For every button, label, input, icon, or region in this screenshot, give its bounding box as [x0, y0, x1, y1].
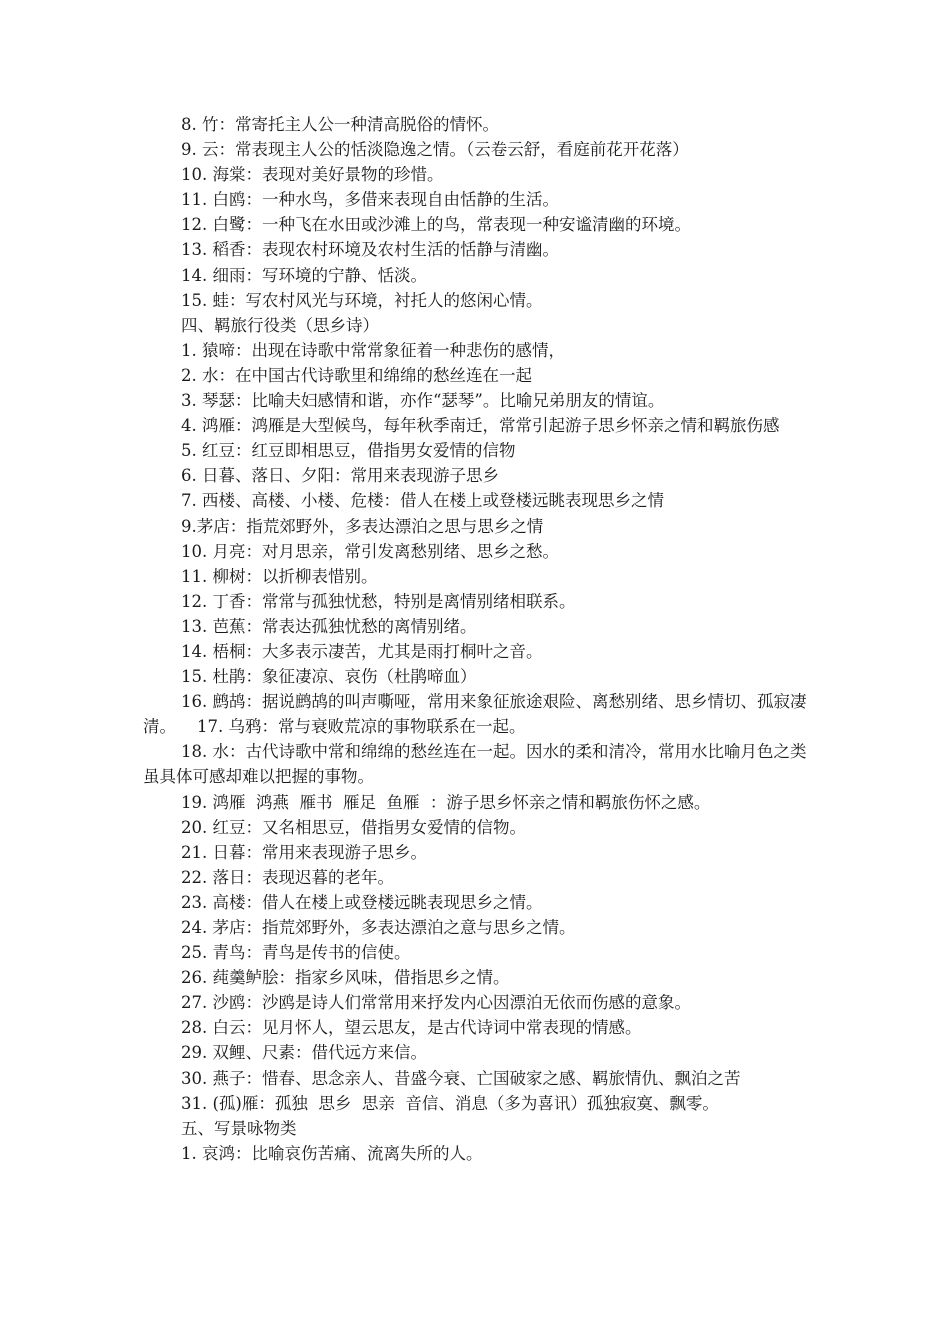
text-line: 11. 白鸥：一种水鸟，多借来表现自由恬静的生活。 [181, 190, 559, 210]
text-line: 16. 鹧鸪：据说鹧鸪的叫声嘶哑，常用来象征旅途艰险、离愁别绪、思乡情切、孤寂凄清。 17. 乌鸦：常与衰败荒凉的事物联系在一起。 [143, 692, 807, 737]
text-line: 14. 细雨：写环境的宁静、恬淡。 [181, 265, 427, 285]
text-line: 9.茅店：指荒郊野外，多表达漂泊之思与思乡之情 [181, 516, 544, 536]
text-line: 23. 高楼：借人在楼上或登楼远眺表现思乡之情。 [181, 892, 543, 912]
text-line: 14. 梧桐：大多表示凄苦，尤其是雨打桐叶之音。 [181, 641, 543, 661]
text-line: 25. 青鸟：青鸟是传书的信使。 [181, 943, 411, 963]
text-line: 1. 哀鸿：比喻哀伤苦痛、流离失所的人。 [181, 1143, 483, 1163]
text-line: 28. 白云：见月怀人，望云思友，是古代诗词中常表现的情感。 [181, 1018, 642, 1038]
text-line: 19. 鸿雁 鸿燕 雁书 雁足 鱼雁 ：游子思乡怀亲之情和羁旅伤怀之感。 [181, 792, 711, 812]
text-line: 11. 柳树：以折柳表惜别。 [181, 566, 378, 586]
text-line: 24. 茅店：指荒郊野外，多表达漂泊之意与思乡之情。 [181, 918, 576, 937]
text-line: 1. 猿啼：出现在诗歌中常常象征着一种悲伤的感情， [181, 340, 565, 360]
text-line: 29. 双鲤、尺素：借代远方来信。 [181, 1043, 427, 1063]
text-line: 3. 琴瑟：比喻夫妇感情和谐，亦作“瑟琴”。比喻兄弟朋友的情谊。 [181, 391, 665, 411]
document-body [143, 112, 815, 1166]
text-line: 27. 沙鸥：沙鸥是诗人们常常用来抒发内心因漂泊无依而伤感的意象。 [181, 993, 691, 1013]
text-line: 18. 水：古代诗歌中常和绵绵的愁丝连在一起。因水的柔和清冷，常用水比喻月色之类虽具体可感却难以把握的事物。 [143, 742, 807, 787]
text-line: 9. 云：常表现主人公的恬淡隐逸之情。（云卷云舒，看庭前花开花落） [181, 140, 689, 160]
text-line: 10. 海棠：表现对美好景物的珍惜。 [181, 165, 444, 185]
text-line: 20. 红豆：又名相思豆，借指男女爱情的信物。 [181, 817, 526, 837]
text-line: 12. 丁香：常常与孤独忧愁，特别是离情别绪相联系。 [181, 591, 576, 611]
section-heading: 五、写景咏物类 [181, 1118, 297, 1138]
text-line: 7. 西楼、高楼、小楼、危楼：借人在楼上或登楼远眺表现思乡之情 [181, 491, 664, 511]
text-line: 2. 水：在中国古代诗歌里和绵绵的愁丝连在一起 [181, 365, 532, 385]
text-line: 21. 日暮：常用来表现游子思乡。 [181, 842, 427, 862]
section-heading: 四、羁旅行役类（思乡诗） [181, 315, 379, 335]
text-line: 15. 蛙：写农村风光与环境，衬托人的悠闲心情。 [181, 290, 543, 310]
text-line: 10. 月亮：对月思亲，常引发离愁别绪、思乡之愁。 [181, 541, 559, 561]
text-line: 12. 白鹭：一种飞在水田或沙滩上的鸟，常表现一种安谧清幽的环境。 [181, 215, 691, 235]
text-line: 26. 莼羹鲈脍：指家乡风味，借指思乡之情。 [181, 968, 510, 988]
text-line: 4. 鸿雁：鸿雁是大型候鸟，每年秋季南迁，常常引起游子思乡怀亲之情和羁旅伤感 [181, 416, 780, 436]
text-line: 13. 稻香：表现农村环境及农村生活的恬静与清幽。 [181, 240, 559, 260]
text-line: 30. 燕子：惜春、思念亲人、昔盛今衰、亡国破家之感、羁旅情仇、飘泊之苦 [181, 1068, 741, 1088]
text-line: 31. (孤)雁：孤独 思乡 思亲 音信、消息（多为喜讯）孤独寂寞、飘零。 [181, 1093, 719, 1113]
text-line: 15. 杜鹃：象征凄凉、哀伤（杜鹃啼血） [181, 667, 477, 687]
text-line: 6. 日暮、落日、夕阳：常用来表现游子思乡 [181, 466, 499, 486]
text-line: 8. 竹：常寄托主人公一种清高脱俗的情怀。 [181, 115, 499, 134]
text-line: 13. 芭蕉：常表达孤独忧愁的离情别绪。 [181, 616, 477, 636]
text-line: 5. 红豆：红豆即相思豆，借指男女爱情的信物 [181, 441, 516, 461]
text-line: 22. 落日：表现迟暮的老年。 [181, 867, 394, 887]
